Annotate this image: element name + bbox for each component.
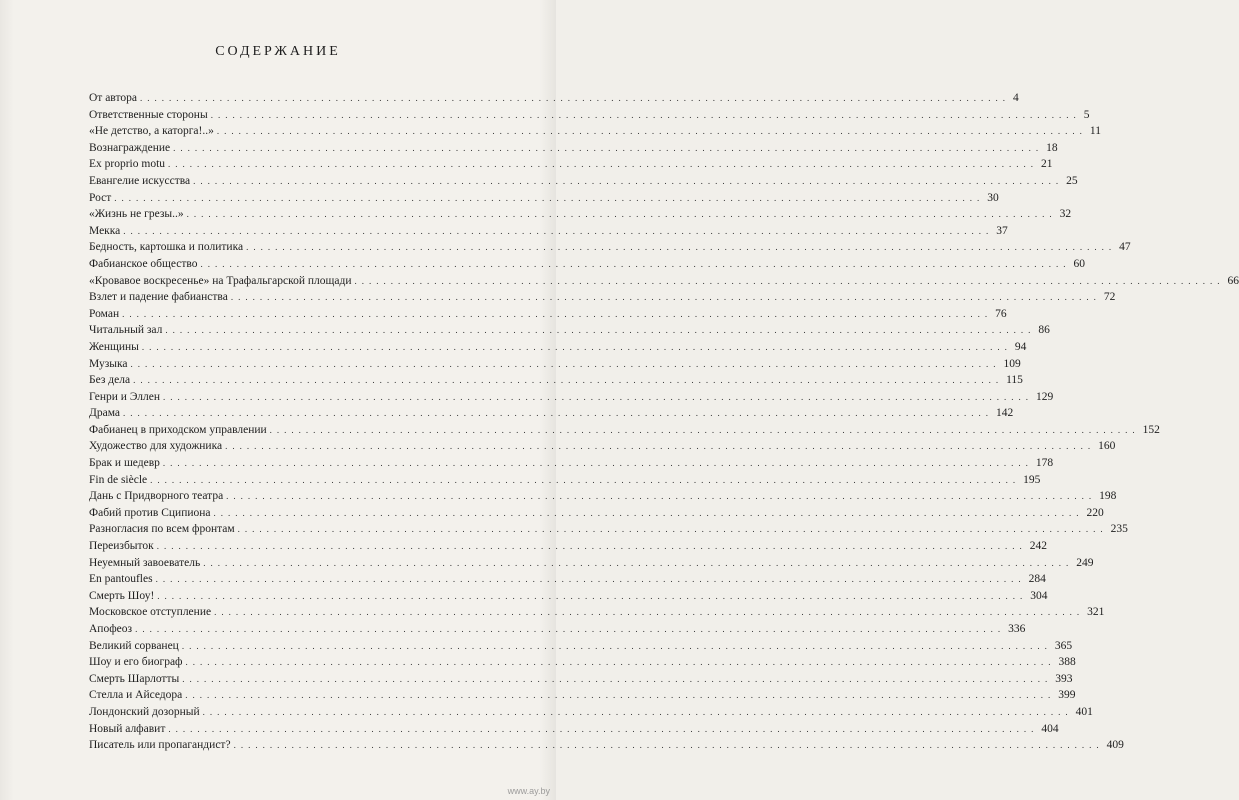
toc-entry bbox=[89, 123, 1101, 140]
dot-leader: ........................................................................................................................ bbox=[203, 557, 1074, 568]
dot-leader: ........................................................................................................................ bbox=[269, 424, 1140, 435]
toc-entry bbox=[89, 339, 1027, 356]
toc-entry-title: «Не детство, а каторга!..» bbox=[89, 125, 214, 138]
dot-leader: ........................................................................................................................ bbox=[173, 142, 1044, 153]
toc-entry-title: Роман bbox=[89, 307, 120, 320]
toc-entry-title: Художество для художника bbox=[89, 440, 223, 453]
toc-entry bbox=[89, 140, 1058, 157]
toc-entry-page: 401 bbox=[1075, 705, 1093, 718]
toc-entry-title: Женщины bbox=[89, 340, 139, 353]
dot-leader: ........................................................................................................................ bbox=[202, 706, 1073, 717]
dot-leader: ........................................................................................................................ bbox=[200, 258, 1071, 269]
table-of-contents bbox=[89, 90, 1239, 754]
dot-leader: ........................................................................................................................ bbox=[213, 507, 1084, 518]
toc-entry-page: 21 bbox=[1041, 158, 1053, 171]
toc-entry-title: Московское отступление bbox=[89, 606, 212, 619]
toc-entry bbox=[89, 638, 1073, 655]
toc-entry-page: 37 bbox=[996, 224, 1008, 237]
toc-entry-page: 60 bbox=[1073, 257, 1086, 270]
toc-entry-title: Евангелие искусства bbox=[89, 174, 191, 187]
toc-entry-page: 115 bbox=[1006, 374, 1023, 387]
toc-entry-title: Бедность, картошка и политика bbox=[89, 241, 244, 254]
toc-entry-page: 86 bbox=[1038, 324, 1050, 337]
toc-entry-title: «Жизнь не грезы..» bbox=[89, 208, 184, 221]
toc-entry-page: 336 bbox=[1008, 623, 1026, 635]
toc-entry-title: Мекка bbox=[89, 224, 121, 237]
watermark: www.ay.by bbox=[507, 786, 550, 796]
toc-entry-title: Ответственные стороны bbox=[89, 108, 208, 121]
toc-entry-page: 66 bbox=[1227, 274, 1239, 287]
dot-leader: ........................................................................................................................ bbox=[162, 458, 1033, 469]
dot-leader: ........................................................................................................................ bbox=[157, 590, 1028, 601]
toc-entry-title: Брак и шедевр bbox=[89, 457, 160, 470]
toc-entry bbox=[89, 438, 1116, 455]
toc-entry-page: 152 bbox=[1142, 423, 1160, 436]
dot-leader: ........................................................................................................................ bbox=[210, 109, 1081, 120]
toc-entry-page: 198 bbox=[1099, 490, 1117, 503]
dot-leader: ........................................................................................................................ bbox=[186, 209, 1057, 220]
dot-leader: ........................................................................................................................ bbox=[163, 391, 1034, 402]
toc-entry bbox=[89, 704, 1093, 721]
toc-entry bbox=[89, 538, 1047, 555]
toc-entry bbox=[89, 588, 1048, 605]
toc-entry-title: Рост bbox=[89, 191, 112, 204]
toc-entry bbox=[89, 389, 1054, 406]
toc-entry bbox=[89, 671, 1073, 688]
toc-entry-page: 4 bbox=[1012, 92, 1019, 104]
toc-entry-title: Лондонский дозорный bbox=[89, 705, 200, 718]
dot-leader: ........................................................................................................................ bbox=[181, 640, 1052, 651]
toc-entry-page: 235 bbox=[1110, 523, 1128, 536]
dot-leader: ........................................................................................................................ bbox=[155, 574, 1026, 585]
toc-entry-page: 30 bbox=[987, 191, 999, 204]
toc-entry-page: 142 bbox=[996, 407, 1014, 420]
toc-entry-title: Дань с Придворного театра bbox=[89, 490, 224, 503]
toc-entry-page: 284 bbox=[1028, 573, 1046, 586]
toc-entry-title: Фабий против Сципиона bbox=[89, 506, 211, 519]
toc-entry bbox=[89, 356, 1021, 373]
toc-entry-page: 321 bbox=[1087, 606, 1105, 619]
toc-entry-title: Переизбыток bbox=[89, 540, 154, 553]
toc-entry bbox=[89, 521, 1128, 538]
toc-entry bbox=[89, 256, 1086, 273]
dot-leader: ........................................................................................................................ bbox=[135, 624, 1006, 634]
toc-entry bbox=[89, 737, 1124, 754]
dot-leader: ........................................................................................................................ bbox=[139, 93, 1010, 103]
dot-leader: ........................................................................................................................ bbox=[150, 474, 1021, 485]
dot-leader: ........................................................................................................................ bbox=[246, 242, 1117, 253]
toc-entry-page: 5 bbox=[1083, 108, 1090, 121]
toc-entry-page: 72 bbox=[1103, 291, 1116, 304]
dot-leader: ........................................................................................................................ bbox=[123, 225, 994, 236]
toc-entry-page: 160 bbox=[1098, 440, 1116, 453]
toc-entry bbox=[89, 273, 1239, 290]
toc-entry bbox=[89, 107, 1090, 124]
toc-entry-page: 76 bbox=[995, 307, 1007, 320]
dot-leader: ........................................................................................................................ bbox=[168, 159, 1039, 170]
toc-entry bbox=[89, 173, 1078, 190]
dot-leader: ........................................................................................................................ bbox=[130, 358, 1001, 369]
toc-entry-page: 109 bbox=[1003, 357, 1021, 370]
toc-entry bbox=[89, 687, 1076, 704]
dot-leader: ........................................................................................................................ bbox=[233, 740, 1104, 751]
dot-leader: ........................................................................................................................ bbox=[230, 292, 1101, 303]
toc-entry-title: Разногласия по всем фронтам bbox=[89, 523, 235, 536]
toc-entry-title: Новый алфавит bbox=[89, 722, 166, 735]
toc-entry bbox=[89, 654, 1076, 671]
toc-entry-page: 32 bbox=[1059, 208, 1072, 221]
toc-entry-page: 178 bbox=[1035, 457, 1054, 470]
toc-entry bbox=[89, 206, 1072, 223]
toc-entry-title: Музыка bbox=[89, 357, 128, 370]
toc-entry bbox=[89, 472, 1041, 489]
toc-entry-page: 393 bbox=[1055, 672, 1073, 685]
toc-entry-title: Смерть Шарлотты bbox=[89, 672, 180, 685]
toc-entry-page: 242 bbox=[1029, 540, 1047, 553]
toc-entry bbox=[89, 306, 1007, 323]
toc-entry-page: 388 bbox=[1058, 656, 1076, 669]
toc-entry-page: 11 bbox=[1089, 125, 1101, 138]
toc-entry-title: Фабианское общество bbox=[89, 257, 198, 270]
toc-entry-page: 409 bbox=[1106, 739, 1124, 752]
toc-entry bbox=[89, 422, 1160, 439]
dot-leader: ........................................................................................................................ bbox=[354, 275, 1225, 286]
dot-leader: ........................................................................................................................ bbox=[216, 126, 1087, 137]
toc-entry bbox=[89, 322, 1050, 339]
dot-leader: ........................................................................................................................ bbox=[133, 375, 1004, 386]
toc-entry bbox=[89, 372, 1023, 389]
toc-entry-title: «Кровавое воскресенье» на Трафальгарской площади bbox=[89, 274, 352, 287]
dot-leader: ........................................................................................................................ bbox=[165, 325, 1036, 336]
toc-entry bbox=[89, 156, 1053, 173]
dot-leader: ........................................................................................................................ bbox=[185, 690, 1056, 701]
page-title: СОДЕРЖАНИЕ bbox=[215, 44, 341, 59]
toc-entry-title: Без дела bbox=[89, 374, 131, 387]
toc-entry bbox=[89, 621, 1026, 638]
dot-leader: ........................................................................................................................ bbox=[141, 341, 1012, 352]
toc-entry bbox=[89, 90, 1019, 107]
toc-entry-title: Писатель или пропагандист? bbox=[89, 739, 231, 752]
toc-entry-title: Стелла и Айседора bbox=[89, 689, 183, 702]
dot-leader: ........................................................................................................................ bbox=[226, 491, 1097, 502]
toc-entry bbox=[89, 604, 1105, 621]
toc-entry-title: Взлет и падение фабианства bbox=[89, 291, 228, 304]
toc-entry-title: Смерть Шоу! bbox=[89, 589, 155, 602]
dot-leader: ........................................................................................................................ bbox=[185, 657, 1056, 668]
toc-entry bbox=[89, 455, 1054, 472]
toc-entry-title: Ex proprio motu bbox=[89, 158, 166, 171]
dot-leader: ........................................................................................................................ bbox=[114, 192, 985, 203]
toc-entry bbox=[89, 505, 1104, 522]
toc-entry-page: 220 bbox=[1086, 506, 1104, 519]
toc-entry-title: Драма bbox=[89, 407, 121, 420]
toc-entry-page: 304 bbox=[1030, 589, 1048, 602]
toc-entry bbox=[89, 289, 1116, 306]
toc-entry-title: Неуемный завоеватель bbox=[89, 556, 201, 569]
toc-entry-title: Читальный зал bbox=[89, 324, 163, 337]
toc-entry-page: 18 bbox=[1046, 141, 1058, 154]
dot-leader: ........................................................................................................................ bbox=[182, 673, 1053, 684]
dot-leader: ........................................................................................................................ bbox=[193, 175, 1064, 186]
toc-entry bbox=[89, 190, 999, 207]
toc-entry-page: 129 bbox=[1036, 390, 1054, 403]
toc-entry bbox=[89, 571, 1046, 588]
toc-entry-title: Шоу и его биограф bbox=[89, 656, 183, 669]
toc-entry bbox=[89, 223, 1008, 240]
dot-leader: ........................................................................................................................ bbox=[156, 541, 1027, 552]
toc-entry-title: Генри и Эллен bbox=[89, 390, 161, 403]
toc-entry-title: От автора bbox=[89, 92, 137, 104]
dot-leader: ........................................................................................................................ bbox=[122, 308, 993, 319]
toc-entry-page: 399 bbox=[1058, 689, 1076, 702]
toc-entry-title: Фабианец в приходском управлении bbox=[89, 423, 267, 436]
toc-entry-title: Вознаграждение bbox=[89, 141, 171, 154]
toc-entry-page: 195 bbox=[1023, 473, 1041, 486]
toc-entry-page: 25 bbox=[1066, 174, 1078, 187]
toc-entry-title: Великий сорванец bbox=[89, 639, 179, 652]
toc-entry-page: 94 bbox=[1014, 340, 1027, 353]
toc-entry-title: Апофеоз bbox=[89, 623, 133, 635]
toc-entry bbox=[89, 239, 1131, 256]
dot-leader: ........................................................................................................................ bbox=[225, 441, 1096, 452]
toc-entry-page: 404 bbox=[1041, 722, 1059, 735]
toc-entry-page: 365 bbox=[1054, 639, 1073, 652]
toc-entry bbox=[89, 488, 1117, 505]
dot-leader: ........................................................................................................................ bbox=[237, 524, 1108, 535]
dot-leader: ........................................................................................................................ bbox=[214, 607, 1085, 618]
toc-entry bbox=[89, 721, 1059, 738]
dot-leader: ........................................................................................................................ bbox=[123, 408, 994, 419]
toc-entry-title: Fin de siècle bbox=[89, 473, 148, 486]
toc-entry-page: 47 bbox=[1119, 241, 1131, 254]
dot-leader: ........................................................................................................................ bbox=[168, 723, 1039, 734]
toc-entry bbox=[89, 405, 1014, 422]
toc-entry bbox=[89, 555, 1094, 572]
toc-entry-page: 249 bbox=[1076, 556, 1094, 569]
toc-entry-title: En pantoufles bbox=[89, 573, 153, 586]
